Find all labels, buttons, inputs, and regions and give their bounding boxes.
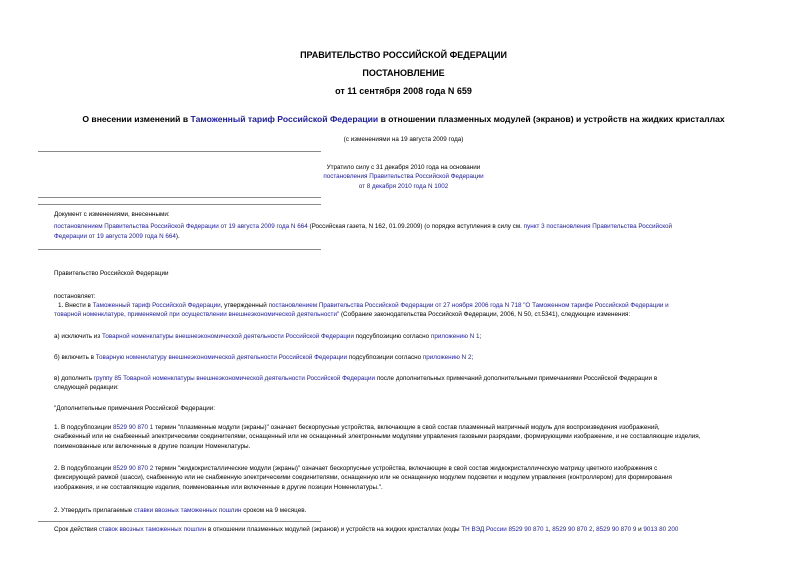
item-c-text: после дополнительных примечаний дополнительными примечаниями Российской Федерации в (375, 375, 658, 382)
item-a-text: а) исключить из (54, 333, 102, 340)
title-tariff-link[interactable]: Таможенный тариф Российской Федерации (190, 114, 379, 124)
note-1-line2: снабженный или не снабженный электрическими соединителями, оснащенный или не оснащенный электронными модулями управления газовыми разрядами, формирующими изображение, и не составляющие изделия, (54, 433, 701, 441)
duty-rates-link[interactable]: ставки ввозных таможенных пошлин (134, 507, 242, 514)
item-a-nomenclature-link[interactable]: Товарной номенклатуры внешнеэкономической деятельности Российской Федерации (101, 333, 354, 340)
changes-text-end: ). (175, 232, 180, 240)
divider-line (38, 151, 321, 152)
note-2-text: 2. В подсубпозиции (54, 465, 114, 472)
item-c (54, 374, 770, 393)
paragraph-2 (54, 506, 770, 515)
validity-text: , (548, 526, 553, 533)
p1-decree-link-cont[interactable]: товарной номенклатуре, применяемой при осуществлении внешнеэкономической деятельности" (54, 311, 340, 319)
note-2-text: термин "жидкокристаллические модули (экраны)" означает бескорпусные устройства, включающие в свой состав жидкокристаллическую матрицу цветного изображения с (153, 465, 658, 472)
divider-line (38, 521, 321, 522)
item-c-text-cont: следующей редакции: (54, 384, 119, 392)
expiry-decree-date-link[interactable]: от 8 декабря 2010 года N 1002 (358, 182, 449, 190)
code-8529908709-link[interactable]: 8529 90 870 9 (596, 526, 637, 533)
note-1 (54, 423, 770, 451)
appendix-1-link[interactable]: приложению N 1 (430, 333, 480, 340)
duty-rates-link-2[interactable]: ставок ввозных таможенных пошлин (98, 526, 207, 533)
divider-line (38, 204, 321, 205)
validity-text: и (636, 526, 644, 533)
note-2 (54, 464, 770, 492)
code-tnved-link[interactable]: ТН ВЭД России 8529 90 870 1 (461, 526, 549, 533)
item-b-text: б) включить в (54, 354, 96, 361)
expiry-notice (180, 163, 627, 191)
changes-clause-link[interactable]: пункт 3 постановления Правительства Российской (523, 223, 673, 231)
p1-text: (Собрание законодательства Российской Федерации, 2006, N 50, ст.5341), следующие изменения: (339, 311, 631, 319)
changes-block (54, 210, 770, 241)
divider-line (38, 249, 321, 250)
divider-line (38, 197, 321, 198)
p2-text: 2. Утвердить прилагаемые (54, 507, 134, 514)
note-1-text: 1. В подсубпозиции (54, 424, 114, 431)
code-8529908702-link[interactable]: 8529 90 870 2 (113, 465, 154, 472)
changes-clause-link-cont[interactable]: Федерации от 19 августа 2009 года N 664 (54, 232, 176, 240)
item-a (54, 332, 770, 341)
item-b-text: подсубпозиции согласно (347, 354, 423, 361)
title-suffix: в отношении плазменных модулей (экранов) и устройств на жидких кристаллах (378, 114, 725, 124)
validity-paragraph (54, 525, 784, 534)
note-1-text: термин "плазменные модули (экраны)" означает бескорпусные устройства, включающие в свой состав плазменный матричный модуль для воспроизведения изображений, (153, 424, 660, 431)
document-type: ПОСТАНОВЛЕНИЕ (362, 68, 445, 78)
validity-text: , (592, 526, 597, 533)
code-901380200-link[interactable]: 9013 80 200 (643, 526, 679, 533)
title-prefix: О внесении изменений в (82, 114, 191, 124)
code-8529908701-link[interactable]: 8529 90 870 1 (113, 424, 154, 431)
p2-text: сроком на 9 месяцев. (241, 507, 307, 514)
note-2-line2: фиксирующей рамкой (шасси), снабженную или не снабженную электрическими соединителями, оснащенную или не оснащенную модулем подсветки и модулем управления (контроллером) для формирования (54, 474, 672, 482)
validity-text: в отношении плазменных модулей (экранов) и устройств на жидких кристаллах (коды (206, 526, 462, 533)
expiry-line: Утратило силу с 31 декабря 2010 года на основании (326, 164, 481, 171)
p1-text: 1. Внести в (58, 302, 93, 309)
item-c-text: в) дополнить (54, 375, 94, 382)
changes-text: (Российская газета, N 162, 01.09.2009) (о порядке вступления в силу см. (307, 223, 524, 231)
item-b-nomenclature-link[interactable]: Товарную номенклатуру внешнеэкономической деятельности Российской Федерации (95, 354, 348, 361)
note-2-line3: изображения, и не составляющие изделия, поименованные или включенные в другие позиции Номенклатуры.". (54, 483, 383, 491)
changes-label: Документ с изменениями, внесенными: (54, 211, 170, 218)
document-authority: ПРАВИТЕЛЬСТВО РОССИЙСКОЙ ФЕДЕРАЦИИ (300, 50, 507, 60)
paragraph-1 (54, 301, 770, 320)
document-date-number: от 11 сентября 2008 года N 659 (335, 86, 472, 96)
item-b (54, 353, 770, 362)
edition-note: (с изменениями на 19 августа 2009 года) (343, 136, 464, 143)
p1-text: , утвержденный (220, 302, 269, 309)
p1-decree-link[interactable]: постановлением Правительства Российской Федерации от 27 ноября 2006 года N 718 "О Таможенном тарифе Российской Федерации и (268, 302, 669, 309)
body-government: Правительство Российской Федерации (54, 270, 169, 277)
group-85-link[interactable]: группу 85 Товарной номенклатуры внешнеэкономической деятельности Российской Федерации (93, 375, 376, 382)
body-decrees: постановляет: (54, 293, 96, 300)
appendix-2-link[interactable]: приложению N 2 (422, 354, 472, 361)
item-a-text: ; (479, 333, 482, 340)
quote-heading: "Дополнительные примечания Российской Федерации: (54, 405, 216, 412)
item-a-text: подсубпозицию согласно (353, 333, 431, 340)
note-1-line3: поименованные или включенные в другие позиции Номенклатуры. (54, 442, 251, 450)
code-8529908702-link-2[interactable]: 8529 90 870 2 (552, 526, 593, 533)
expiry-decree-link[interactable]: постановления Правительства Российской Федерации (323, 173, 484, 181)
changes-decree-link[interactable]: постановлением Правительства Российской Федерации от 19 августа 2009 года N 664 (54, 223, 308, 231)
p1-tariff-link[interactable]: Таможенный тариф Российской Федерации (92, 302, 221, 309)
item-b-text: ; (471, 354, 474, 361)
validity-text: Срок действия (54, 526, 99, 533)
document-title (0, 114, 807, 124)
